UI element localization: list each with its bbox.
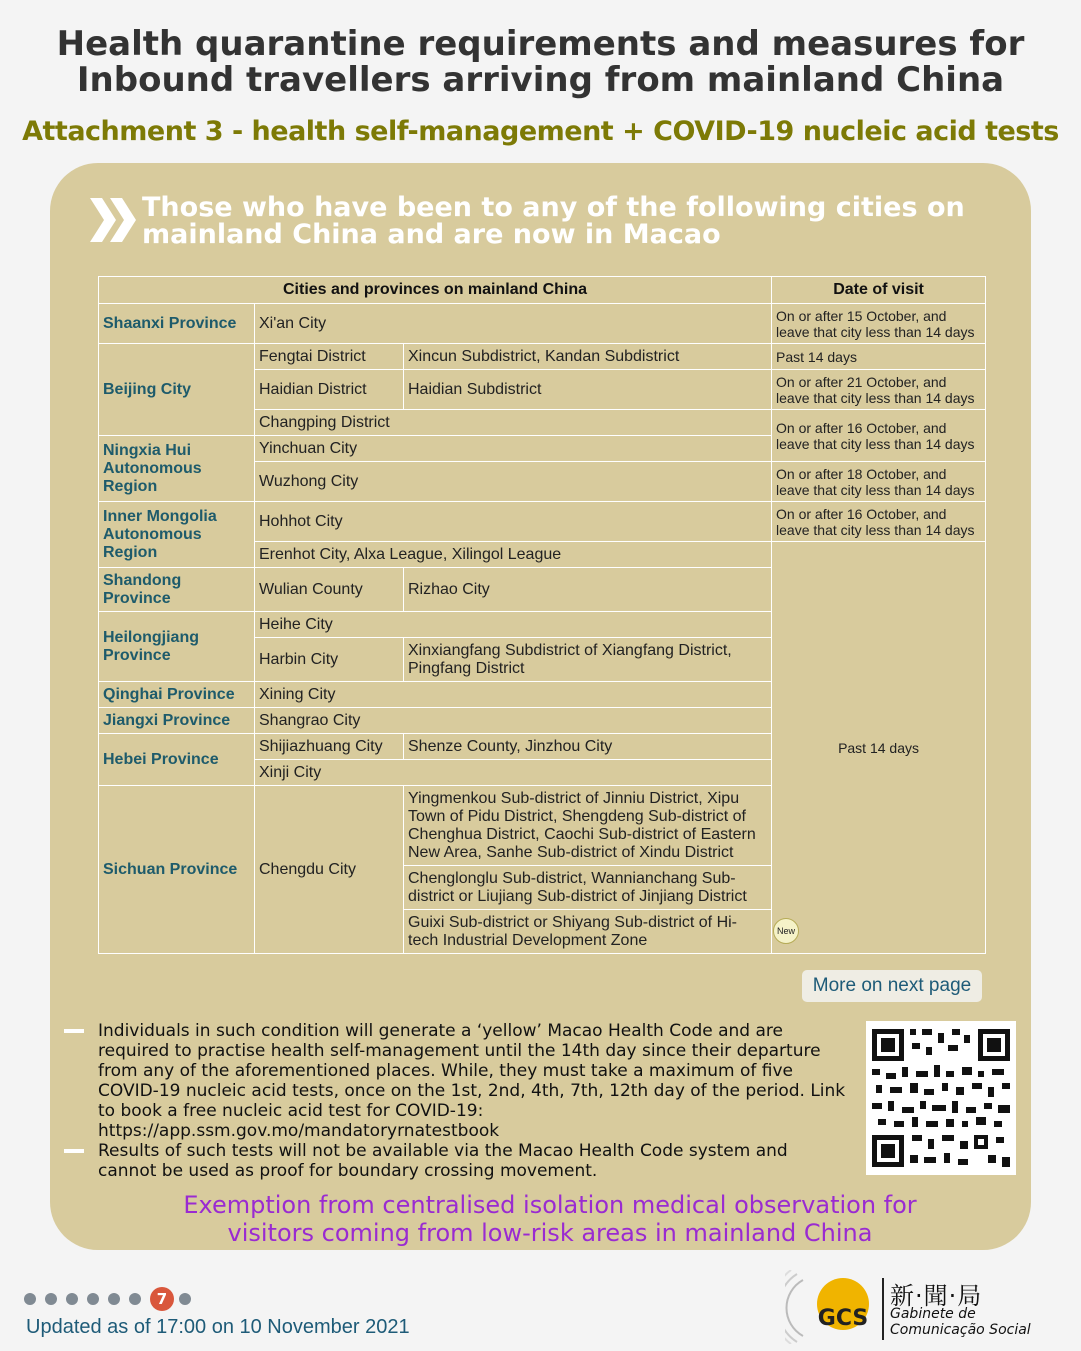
date-cell: On or after 16 October, and leave that city less than 14 days [772, 410, 986, 462]
subdistrict-cell: Chenglonglu Sub-district, Wannianchang Sub-district or Liujiang Sub-district of Jinjiang District [404, 866, 772, 910]
note-health-code: Individuals in such condition will generate a ‘yellow’ Macao Health Code and are required to practise health self-management until the 14th day since their departure from any of the aforementioned places. While, they must take a maximum of five COVID-19 nucleic acid tests, once on the 1st, 2nd, 4th, 7th, 12th day of the period. Link to book a free nucleic acid test for COVID-19: https://app.ssm.gov.mo/mandatoryrnatestbook [98, 1021, 846, 1141]
subdistrict-cell: Xinxiangfang Subdistrict of Xiangfang District, Pingfang District [404, 638, 772, 682]
page-title [0, 26, 1081, 98]
exemption-link[interactable] [100, 1191, 1000, 1247]
city-cell: Wulian County [255, 568, 404, 612]
page-dot[interactable] [24, 1293, 36, 1305]
city-cell: Erenhot City, Alxa League, Xilingol League [255, 542, 772, 568]
page-dot-current[interactable]: 7 [150, 1287, 174, 1311]
province-cell: Heilongjiang Province [99, 612, 255, 682]
title-line-2: Inbound travellers arriving from mainland China [76, 60, 1005, 100]
date-cell: On or after 18 October, and leave that city less than 14 days [772, 462, 986, 502]
table-row [99, 304, 986, 344]
table-header-row [99, 277, 986, 304]
logo-portuguese-line-1: Gabinete de [890, 1306, 976, 1322]
logo-portuguese-line-2: Comunicação Social [890, 1322, 1031, 1338]
province-cell: Sichuan Province [99, 786, 255, 954]
page-dot[interactable] [108, 1293, 120, 1305]
province-cell: Qinghai Province [99, 682, 255, 708]
page-indicator [24, 1287, 204, 1311]
date-cell: On or after 15 October, and leave that city less than 14 days [772, 304, 986, 344]
date-cell: On or after 16 October, and leave that city less than 14 days [772, 502, 986, 542]
date-cell: Past 14 days [772, 542, 986, 954]
province-cell: Shandong Province [99, 568, 255, 612]
date-cell: On or after 21 October, and leave that city less than 14 days [772, 370, 986, 410]
city-cell: Wuzhong City [255, 462, 772, 502]
city-cell: Changping District [255, 410, 772, 436]
header-cities: Cities and provinces on mainland China [99, 277, 772, 304]
bullet-dash-icon [64, 1149, 84, 1153]
city-cell: Chengdu City [255, 786, 404, 954]
note-test-results: Results of such tests will not be available via the Macao Health Code system and cannot be used as proof for boundary crossing movement. [98, 1141, 788, 1181]
logo-mark-text: GCS [817, 1306, 869, 1331]
page-dot[interactable] [66, 1293, 78, 1305]
subdistrict-cell: Rizhao City [404, 568, 772, 612]
page-dot[interactable] [45, 1293, 57, 1305]
logo-chinese-text: 新·聞·局 [890, 1282, 983, 1310]
cities-table [98, 276, 986, 954]
page-dot[interactable] [179, 1293, 191, 1305]
date-cell: Past 14 days [772, 344, 986, 370]
subdistrict-cell: Guixi Sub-district or Shiyang Sub-district of Hi-tech Industrial Development Zone [404, 910, 772, 954]
page-dot[interactable] [129, 1293, 141, 1305]
subdistrict-cell: Haidian Subdistrict [404, 370, 772, 410]
exemption-line-2: visitors coming from low-risk areas in mainland China [227, 1219, 873, 1247]
city-cell: Xi'an City [255, 304, 772, 344]
province-cell: Beijing City [99, 344, 255, 436]
page-subtitle: Attachment 3 - health self-management + COVID-19 nucleic acid tests [22, 116, 1059, 147]
section-heading-line-2: mainland China and are now in Macao [142, 219, 721, 250]
table-row [99, 502, 986, 542]
city-cell: Shangrao City [255, 708, 772, 734]
subdistrict-cell: Shenze County, Jinzhou City [404, 734, 772, 760]
city-cell: Yinchuan City [255, 436, 772, 462]
city-cell: Heihe City [255, 612, 772, 638]
updated-timestamp: Updated as of 17:00 on 10 November 2021 [26, 1316, 410, 1338]
city-cell: Xining City [255, 682, 772, 708]
exemption-line-1: Exemption from centralised isolation medical observation for [183, 1191, 917, 1219]
section-heading-line-1: Those who have been to any of the following cities on [142, 192, 965, 223]
qr-code-icon[interactable] [866, 1021, 1016, 1175]
double-chevron-icon [88, 196, 140, 244]
subdistrict-cell: Xincun Subdistrict, Kandan Subdistrict [404, 344, 772, 370]
province-cell: Shaanxi Province [99, 304, 255, 344]
page-dot[interactable] [87, 1293, 99, 1305]
city-cell: Harbin City [255, 638, 404, 682]
province-cell: Ningxia Hui Autonomous Region [99, 436, 255, 502]
city-cell: Shijiazhuang City [255, 734, 404, 760]
more-on-next-page-button[interactable]: More on next page [802, 970, 982, 1002]
province-cell: Hebei Province [99, 734, 255, 786]
province-cell: Inner Mongolia Autonomous Region [99, 502, 255, 568]
section-heading [142, 194, 1002, 248]
title-line-1: Health quarantine requirements and measures for [56, 24, 1025, 64]
city-cell: Fengtai District [255, 344, 404, 370]
table-row [99, 344, 986, 370]
header-date: Date of visit [772, 277, 986, 304]
city-cell: Xinji City [255, 760, 772, 786]
bullet-dash-icon [64, 1029, 84, 1033]
city-cell: Hohhot City [255, 502, 772, 542]
city-cell: Haidian District [255, 370, 404, 410]
new-badge: New [773, 918, 799, 944]
subdistrict-cell: Yingmenkou Sub-district of Jinniu District, Xipu Town of Pidu District, Shengdeng Sub-district of Chenghua District, Caochi Sub-district of Eastern New Area, Sanhe Sub-district of Xindu District [404, 786, 772, 866]
province-cell: Jiangxi Province [99, 708, 255, 734]
